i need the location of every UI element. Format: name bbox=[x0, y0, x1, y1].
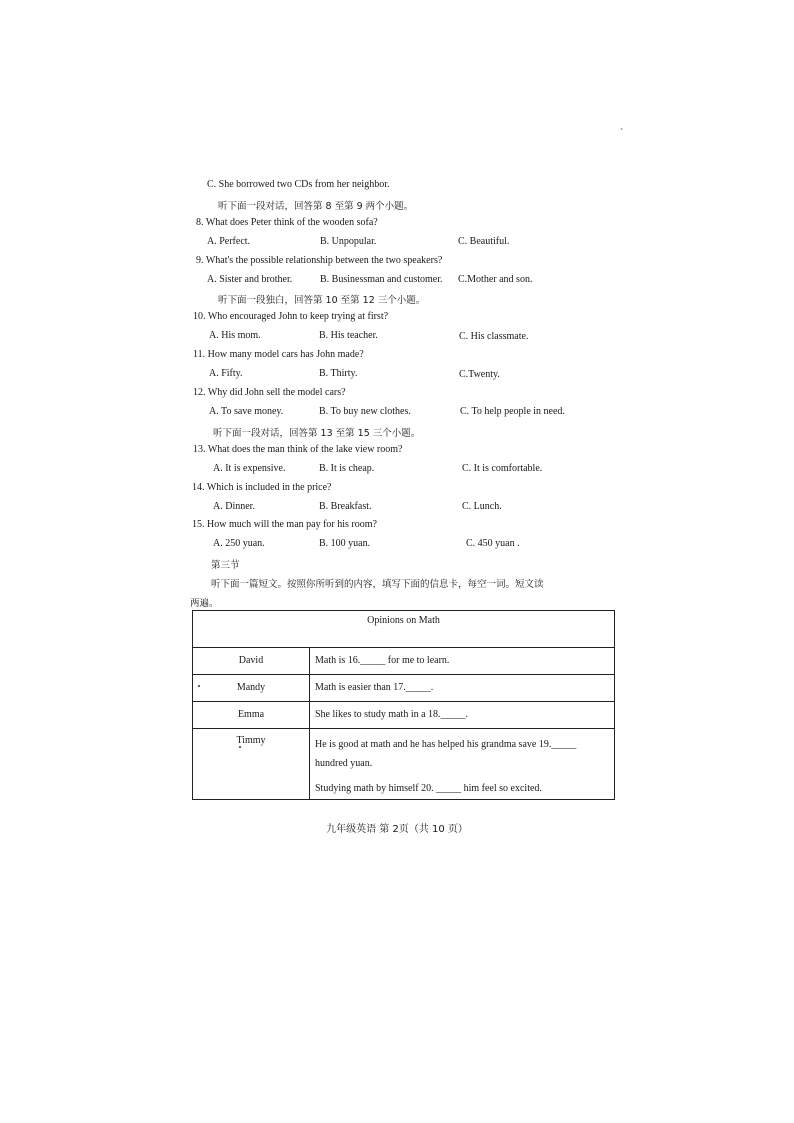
q14-option-b: B. Breakfast. bbox=[319, 501, 372, 512]
instruction-section3-cont: 两遍。 bbox=[190, 598, 219, 609]
instruction-section3: 听下面一篇短文。按照你所听到的内容，填写下面的信息卡，每空一词。短文读 bbox=[211, 579, 544, 590]
question-10: 10. Who encouraged John to keep trying at first? bbox=[193, 311, 389, 322]
q12-option-c: C. To help people in need. bbox=[460, 406, 565, 417]
row-name-david: David bbox=[193, 648, 310, 675]
instruction-q8-9: 听下面一段对话，回答第 8 至第 9 两个小题。 bbox=[218, 201, 414, 212]
q13-option-c: C. It is comfortable. bbox=[462, 463, 543, 474]
q12-option-b: B. To buy new clothes. bbox=[319, 406, 411, 417]
table-row bbox=[193, 729, 615, 800]
question-14: 14. Which is included in the price? bbox=[192, 482, 332, 493]
row-text-timmy bbox=[310, 729, 615, 800]
opinions-table bbox=[192, 610, 615, 800]
q13-option-a: A. It is expensive. bbox=[213, 463, 286, 474]
q8-option-c: C. Beautiful. bbox=[458, 236, 510, 247]
row-text-emma: She likes to study math in a 18._____. bbox=[310, 702, 615, 729]
q7-option-c: C. She borrowed two CDs from her neighbor. bbox=[207, 179, 390, 190]
q15-option-a: A. 250 yuan. bbox=[213, 538, 265, 549]
row-name-timmy: Timmy bbox=[193, 729, 310, 800]
corner-mark: ` bbox=[620, 128, 624, 139]
question-11: 11. How many model cars has John made? bbox=[193, 349, 364, 360]
instruction-q10-12: 听下面一段独白，回答第 10 至第 12 三个小题。 bbox=[218, 295, 426, 306]
timmy-line-3: Studying math by himself 20. _____ him feel so excited. bbox=[315, 783, 542, 794]
scan-speck bbox=[239, 746, 241, 748]
table-title: Opinions on Math bbox=[193, 611, 615, 648]
scan-speck bbox=[198, 685, 200, 687]
q13-option-b: B. It is cheap. bbox=[319, 463, 375, 474]
table-row bbox=[193, 675, 615, 702]
q11-option-c: C.Twenty. bbox=[459, 369, 500, 380]
section-heading: 第三节 bbox=[211, 560, 240, 571]
q10-option-c: C. His classmate. bbox=[459, 331, 529, 342]
q9-option-c: C.Mother and son. bbox=[458, 274, 533, 285]
row-text-david: Math is 16._____ for me to learn. bbox=[310, 648, 615, 675]
question-13: 13. What does the man think of the lake view room? bbox=[193, 444, 403, 455]
q8-option-a: A. Perfect. bbox=[207, 236, 251, 247]
row-name-emma: Emma bbox=[193, 702, 310, 729]
question-15: 15. How much will the man pay for his room? bbox=[192, 519, 377, 530]
table-row bbox=[193, 648, 615, 675]
table-row bbox=[193, 702, 615, 729]
q10-option-a: A. His mom. bbox=[209, 330, 261, 341]
question-8: 8. What does Peter think of the wooden sofa? bbox=[196, 217, 378, 228]
q15-option-b: B. 100 yuan. bbox=[319, 538, 371, 549]
q12-option-a: A. To save money. bbox=[209, 406, 284, 417]
q14-option-a: A. Dinner. bbox=[213, 501, 255, 512]
question-9: 9. What's the possible relationship between the two speakers? bbox=[196, 255, 443, 266]
q11-option-b: B. Thirty. bbox=[319, 368, 358, 379]
q11-option-a: A. Fifty. bbox=[209, 368, 243, 379]
q15-option-c: C. 450 yuan . bbox=[466, 538, 520, 549]
question-12: 12. Why did John sell the model cars? bbox=[193, 387, 346, 398]
timmy-line-1: He is good at math and he has helped his grandma save 19._____ bbox=[315, 739, 577, 750]
q10-option-b: B. His teacher. bbox=[319, 330, 378, 341]
page-footer: 九年级英语 第 2页（共 10 页） bbox=[326, 824, 468, 835]
instruction-q13-15: 听下面一段对话，回答第 13 至第 15 三个小题。 bbox=[213, 428, 421, 439]
timmy-line-2: hundred yuan. bbox=[315, 758, 373, 769]
q9-option-a: A. Sister and brother. bbox=[207, 274, 293, 285]
q14-option-c: C. Lunch. bbox=[462, 501, 502, 512]
q9-option-b: B. Businessman and customer. bbox=[320, 274, 443, 285]
q8-option-b: B. Unpopular. bbox=[320, 236, 377, 247]
row-name-mandy: Mandy bbox=[193, 675, 310, 702]
row-text-mandy: Math is easier than 17._____. bbox=[310, 675, 615, 702]
